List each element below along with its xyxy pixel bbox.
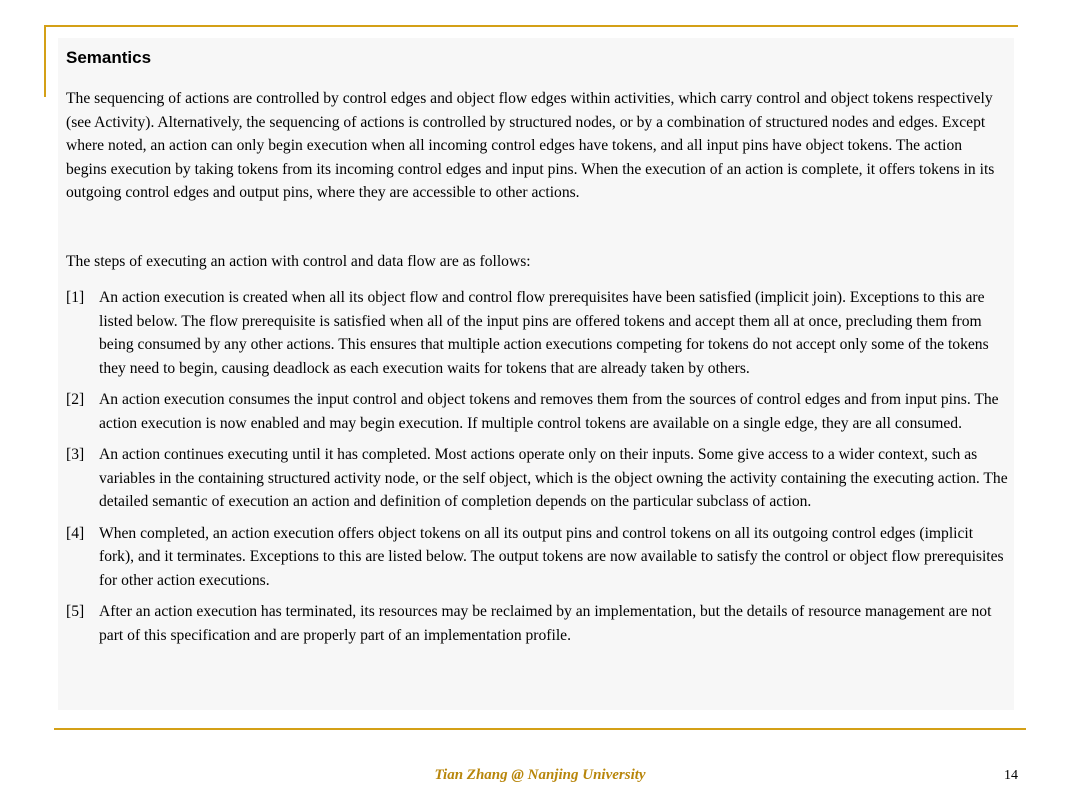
- list-item: [66, 522, 1010, 593]
- step-text: An action execution consumes the input control and object tokens and removes them from the sources of control edges and from input pins. The action execution is now enabled and may begin execution. If multiple control tokens are available on a single edge, they are all consumed.: [99, 391, 999, 432]
- step-number: [2]: [66, 391, 85, 408]
- step-number: [5]: [66, 603, 85, 620]
- step-text: After an action execution has terminated, its resources may be reclaimed by an implementation, but the details of resource management are not part of this specification and are properly part of an implementation profile.: [99, 603, 992, 644]
- step-number: [1]: [66, 289, 85, 306]
- intro-paragraph: The sequencing of actions are controlled by control edges and object flow edges within activities, which carry control and object tokens respectively (see Activity). Alternatively, the sequencing of actions is controlled by structured nodes, or by a combination of structured nodes and edges. Except where noted, an action can only begin execution when all incoming control edges have tokens, and all input pins have object tokens. The action begins execution by taking tokens from its incoming control edges and input pins. When the execution of an action is complete, it offers tokens in its outgoing control edges and output pins, where they are accessible to other actions.: [66, 90, 995, 201]
- page-number: 14: [1004, 768, 1018, 783]
- step-text: When completed, an action execution offers object tokens on all its output pins and control tokens on all its outgoing control edges (implicit fork), and it terminates. Exceptions to this are listed below. The output tokens are now available to satisfy the control or object flow prerequisites for other action executions.: [99, 524, 1004, 589]
- list-item: [66, 388, 1010, 435]
- step-number: [3]: [66, 446, 85, 463]
- step-text: An action continues executing until it has completed. Most actions operate only on their inputs. Some give access to a wider context, such as variables in the containing structured activity node, or the self object, which is the object owning the activity containing the executing action. The detailed semantic of execution an action and definition of completion depends on the particular subclass of action.: [99, 446, 1008, 510]
- list-item: [66, 443, 1010, 514]
- section-heading: Semantics: [66, 48, 152, 67]
- step-number: [4]: [66, 524, 85, 542]
- top-divider: [44, 25, 1018, 27]
- step-text: An action execution is created when all its object flow and control flow prerequisites have been satisfied (implicit join). Exceptions to this are listed below. The flow prerequisite is satisfied when all of the input pins are offered tokens and accept them all at once, precluding them from being consumed by any other actions. This ensures that multiple action executions competing for tokens do not accept only some of the tokens they need to begin, causing deadlock as each execution waits for tokens that are already taken by others.: [99, 289, 989, 377]
- steps-list: [66, 286, 1010, 655]
- list-item: [66, 286, 1010, 380]
- list-item: [66, 600, 1010, 647]
- footer-author: Tian Zhang @ Nanjing University: [434, 767, 646, 783]
- bottom-divider: [54, 728, 1026, 730]
- steps-intro-paragraph: The steps of executing an action with control and data flow are as follows:: [66, 253, 531, 270]
- left-accent-bar: [44, 25, 46, 97]
